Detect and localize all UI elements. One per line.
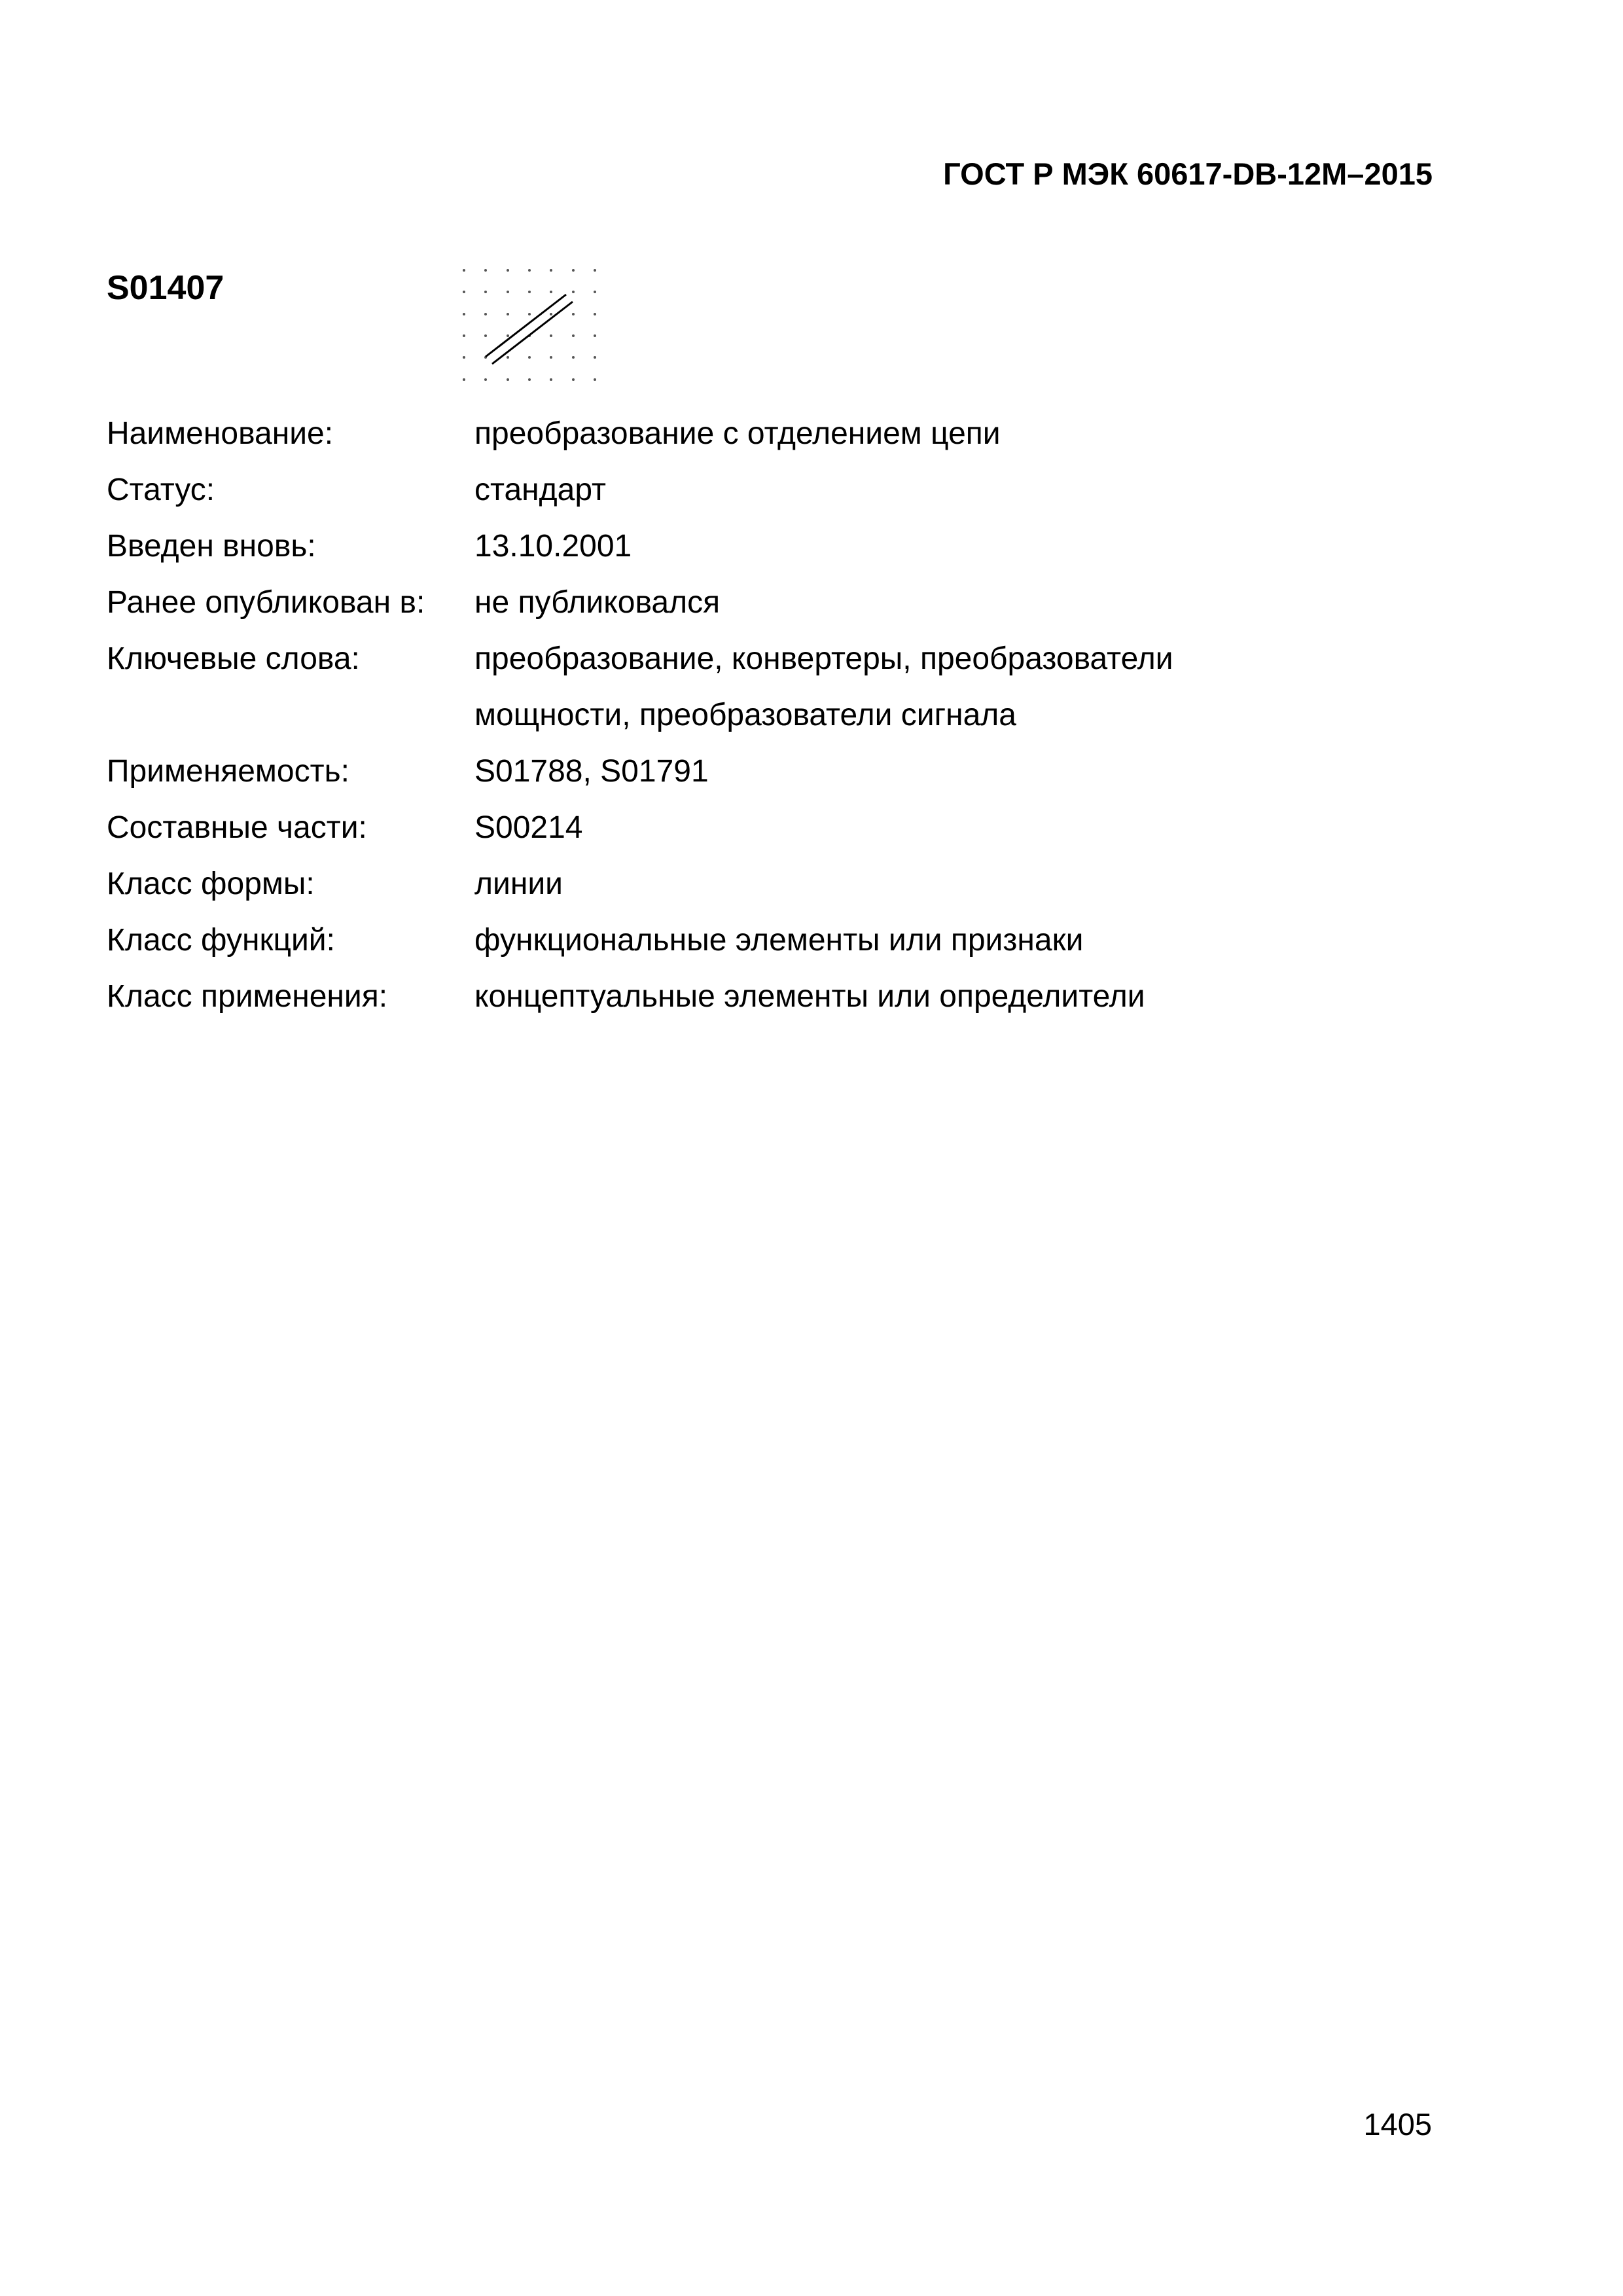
property-value: не публиковался (474, 585, 721, 620)
property-row-shape-class (107, 856, 1416, 912)
property-label: Ключевые слова: (107, 641, 360, 676)
property-label: Класс функций: (107, 923, 335, 958)
diagonal-line-2 (492, 302, 573, 364)
property-label: Наименование: (107, 416, 334, 451)
property-value: S00214 (474, 810, 583, 845)
standard-header: ГОСТ Р МЭК 60617-DB-12M–2015 (943, 156, 1433, 191)
properties-list (107, 406, 1416, 1025)
property-value-line: мощности, преобразователи сигнала (474, 698, 1016, 732)
property-value-multiline (474, 631, 1173, 744)
double-diagonal-line-icon (462, 268, 597, 390)
property-row-status (107, 462, 1416, 518)
property-row-components (107, 800, 1416, 856)
property-value: стандарт (474, 473, 606, 507)
property-row-keywords (107, 631, 1416, 744)
property-value: 13.10.2001 (474, 529, 632, 564)
property-value: линии (474, 867, 563, 901)
property-label: Класс формы: (107, 867, 315, 901)
property-row-introduced (107, 518, 1416, 575)
property-label: Введен вновь: (107, 529, 316, 564)
diagonal-line-1 (486, 295, 566, 357)
property-row-application-class (107, 969, 1416, 1025)
property-value: S01788, S01791 (474, 754, 709, 789)
property-label: Ранее опубликован в: (107, 585, 425, 620)
property-label: Класс применения: (107, 979, 388, 1014)
property-value-line: преобразование, конвертеры, преобразователи (474, 641, 1173, 676)
property-row-name (107, 406, 1416, 462)
symbol-id: S01407 (107, 269, 224, 307)
property-value: преобразование с отделением цепи (474, 416, 1001, 451)
property-label: Статус: (107, 473, 215, 507)
property-value: функциональные элементы или признаки (474, 923, 1084, 958)
dot-grid (463, 269, 596, 381)
property-row-applicability (107, 744, 1416, 800)
page-number: 1405 (1363, 2107, 1432, 2142)
property-label: Составные части: (107, 810, 367, 845)
property-row-function-class (107, 912, 1416, 969)
property-label: Применяемость: (107, 754, 349, 789)
property-row-published (107, 575, 1416, 631)
property-value: концептуальные элементы или определители (474, 979, 1145, 1014)
